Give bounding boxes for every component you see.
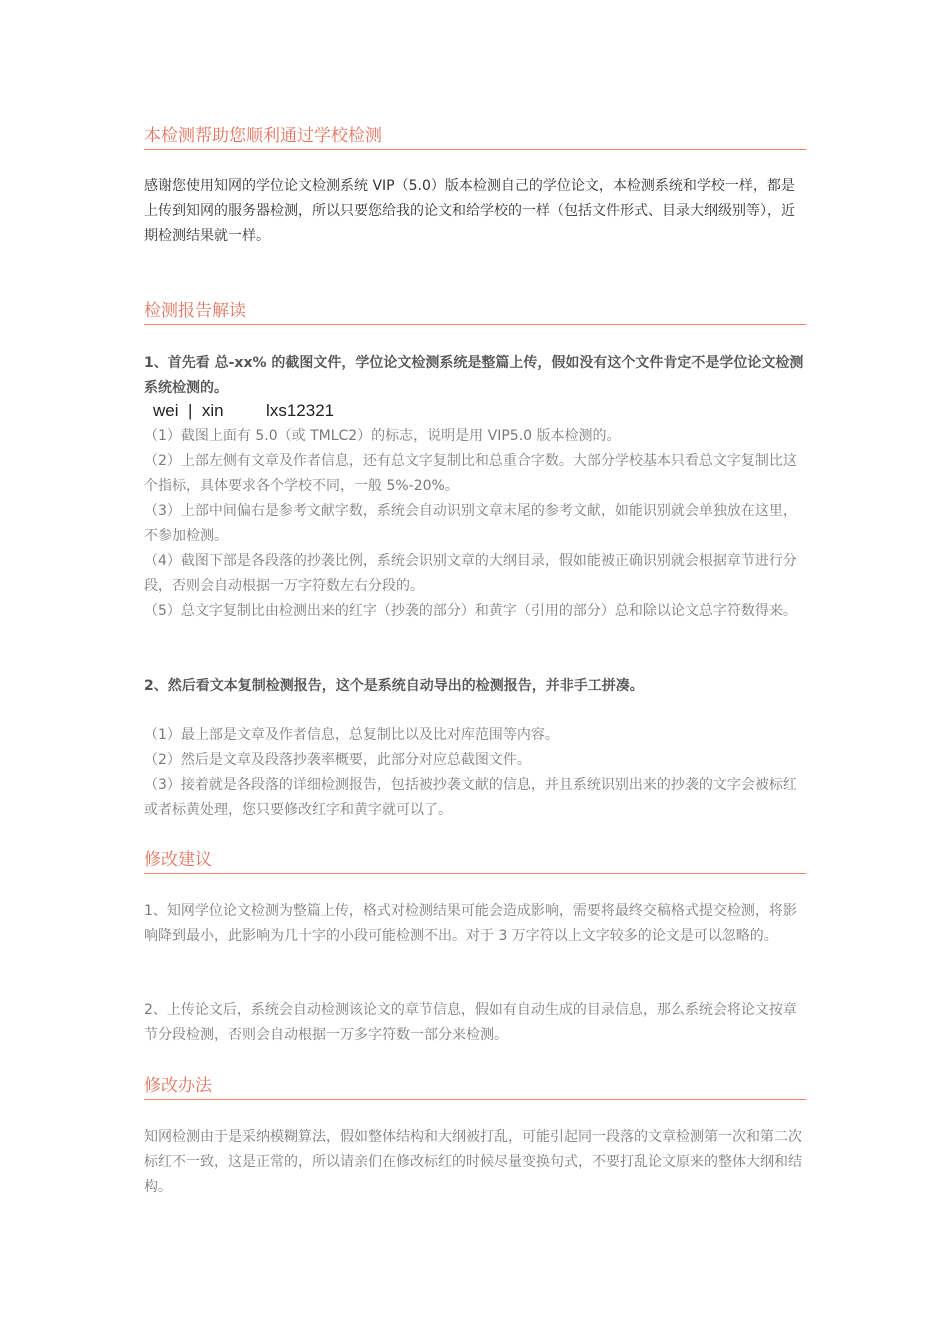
intro-paragraph: 感谢您使用知网的学位论文检测系统 VIP（5.0）版本检测自己的学位论文，本检测系统和学校一样，都是上传到知网的服务器检测，所以只要您给我的论文和给学校的一样（包括文件形式、目录大纲级别等），近期检测结果就一样。 — [144, 178, 795, 244]
report-item-1-2: （2）上部左侧有文章及作者信息，还有总文字复制比和总重合字数。大部分学校基本只看总文字复制比这个指标，具体要求各个学校不同，一般 5%-20%。 — [144, 453, 797, 494]
section-title-report: 检测报告解读 — [144, 300, 806, 325]
report-item-2-3: （3）接着就是各段落的详细检测报告，包括被抄袭文献的信息，并且系统识别出来的抄袭的文字会被标红或者标黄处理，您只要修改红字和黄字就可以了。 — [144, 777, 797, 818]
report-point-2: 2、然后看文本复制检测报告，这个是系统自动导出的检测报告，并非手工拼凑。 — [144, 678, 644, 694]
watermark-text: wei | xin lxs12321 — [153, 401, 335, 420]
section-title-method: 修改办法 — [144, 1075, 806, 1100]
report-item-1-4: （4）截图下部是各段落的抄袭比例，系统会识别文章的大纲目录，假如能被正确识别就会根据章节进行分段，否则会自动根据一万字符数左右分段的。 — [144, 553, 797, 594]
report-item-2-2: （2）然后是文章及段落抄袭率概要，此部分对应总截图文件。 — [144, 752, 531, 768]
section-title-suggest: 修改建议 — [144, 849, 806, 874]
report-point-1: 1、首先看 总-xx% 的截图文件，学位论文检测系统是整篇上传，假如没有这个文件肯定不是学位论文检测系统检测的。 — [144, 355, 804, 396]
suggest-paragraph-1: 1、知网学位论文检测为整篇上传，格式对检测结果可能会造成影响，需要将最终交稿格式提交检测，将影响降到最小，此影响为几十字的小段可能检测不出。对于 3 万字符以上文字较多的论文是可以忽略的。 — [144, 903, 797, 944]
report-item-1-1: （1）截图上面有 5.0（或 TMLC2）的标志，说明是用 VIP5.0 版本检测的。 — [144, 428, 621, 444]
suggest-paragraph-2: 2、上传论文后，系统会自动检测该论文的章节信息，假如有自动生成的目录信息，那么系统会将论文按章节分段检测，否则会自动根据一万多字符数一部分来检测。 — [144, 1002, 797, 1043]
section-title-intro: 本检测帮助您顺利通过学校检测 — [144, 125, 806, 150]
report-item-1-3: （3）上部中间偏右是参考文献字数，系统会自动识别文章末尾的参考文献，如能识别就会单独放在这里，不参加检测。 — [144, 503, 797, 544]
report-item-2-1: （1）最上部是文章及作者信息，总复制比以及比对库范围等内容。 — [144, 727, 559, 743]
method-paragraph: 知网检测由于是采纳模糊算法，假如整体结构和大纲被打乱，可能引起同一段落的文章检测第一次和第二次标红不一致，这是正常的，所以请亲们在修改标红的时候尽量变换句式，不要打乱论文原来的整体大纲和结构。 — [144, 1129, 802, 1195]
report-item-1-5: （5）总文字复制比由检测出来的红字（抄袭的部分）和黄字（引用的部分）总和除以论文总字符数得来。 — [144, 603, 797, 619]
